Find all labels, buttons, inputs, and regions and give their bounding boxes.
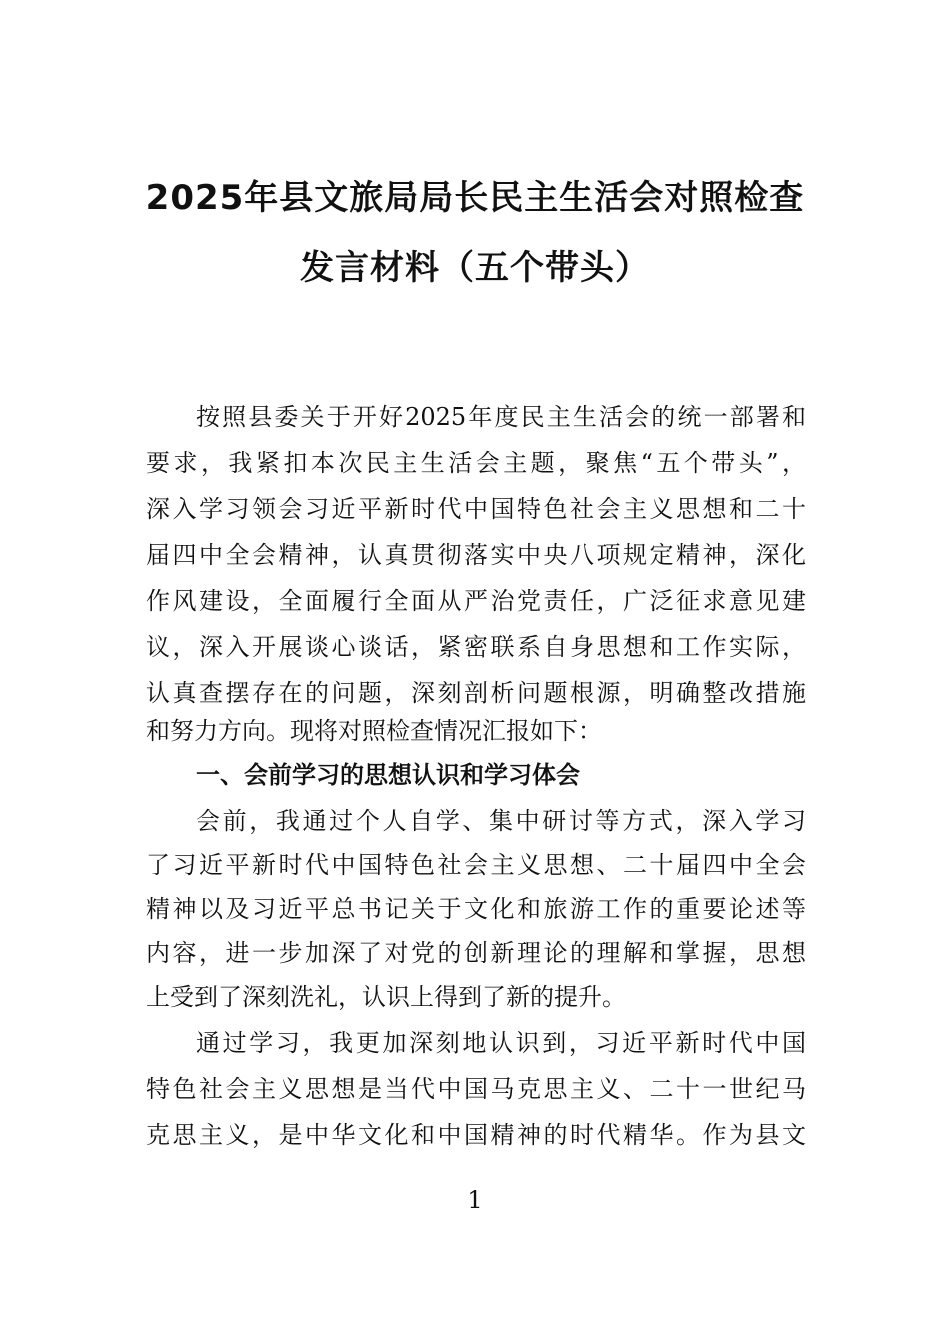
paragraph-1-line-1: 按照县委关于开好2025年度民主生活会的统一部署和 <box>196 403 806 431</box>
paragraph-1-line-2: 要求，我紧扣本次民主生活会主题，聚焦“五个带头”， <box>146 449 806 477</box>
paragraph-2-line-5: 上受到了深刻洗礼，认识上得到了新的提升。 <box>146 983 626 1011</box>
paragraph-1-line-3: 深入学习领会习近平新时代中国特色社会主义思想和二十 <box>146 495 806 523</box>
section-heading: 一、会前学习的思想认识和学习体会 <box>196 761 580 789</box>
paragraph-3-line-2: 特色社会主义思想是当代中国马克思主义、二十一世纪马 <box>146 1075 806 1103</box>
paragraph-1-line-6: 议，深入开展谈心谈话，紧密联系自身思想和工作实际， <box>146 633 806 661</box>
paragraph-2-line-4: 内容，进一步加深了对党的创新理论的理解和掌握，思想 <box>146 939 806 967</box>
paragraph-3-line-1: 通过学习，我更加深刻地认识到，习近平新时代中国 <box>196 1029 806 1057</box>
paragraph-2-line-1: 会前，我通过个人自学、集中研讨等方式，深入学习 <box>196 807 806 835</box>
document-title-line-2: 发言材料（五个带头） <box>300 248 650 288</box>
paragraph-1-line-4: 届四中全会精神，认真贯彻落实中央八项规定精神，深化 <box>146 541 806 569</box>
paragraph-2-line-3: 精神以及习近平总书记关于文化和旅游工作的重要论述等 <box>146 895 806 923</box>
paragraph-3-line-3: 克思主义，是中华文化和中国精神的时代精华。作为县文 <box>146 1121 806 1149</box>
document-title-line-1: 2025年县文旅局局长民主生活会对照检查 <box>145 178 805 218</box>
paragraph-1-line-5: 作风建设，全面履行全面从严治党责任，广泛征求意见建 <box>146 587 806 615</box>
page-number: 1 <box>467 1186 483 1214</box>
paragraph-1-line-7: 认真查摆存在的问题，深刻剖析问题根源，明确整改措施 <box>146 679 806 707</box>
paragraph-1-line-8: 和努力方向。现将对照检查情况汇报如下： <box>146 717 602 745</box>
paragraph-2-line-2: 了习近平新时代中国特色社会主义思想、二十届四中全会 <box>146 851 806 879</box>
